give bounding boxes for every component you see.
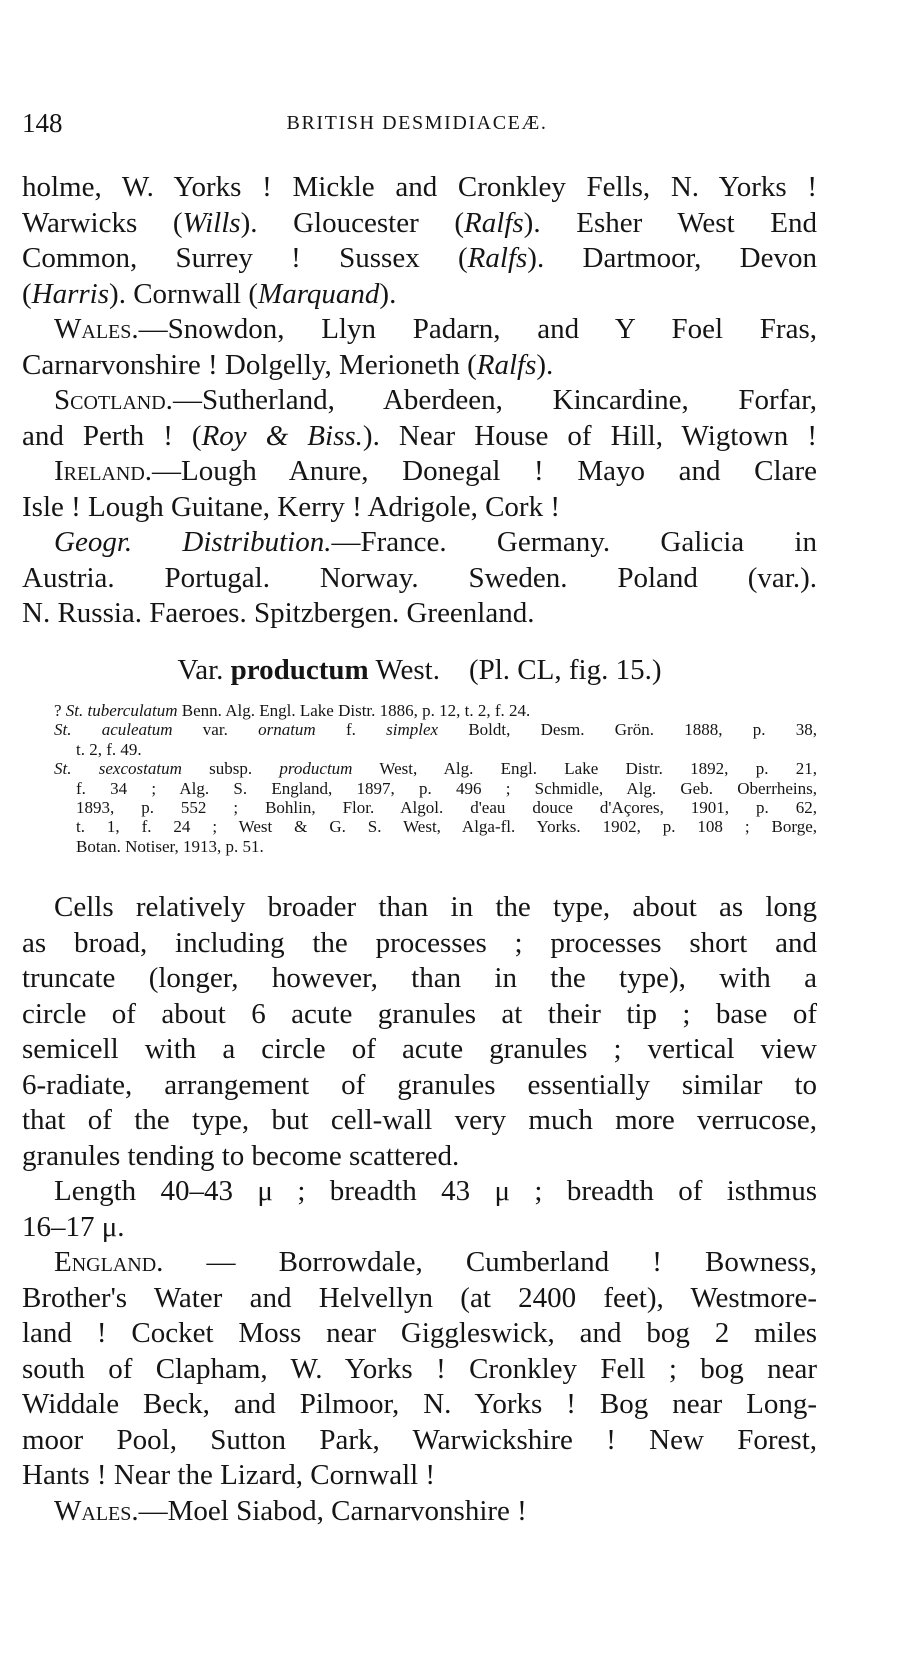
continuation-line-1: holme, W. Yorks ! Mickle and Cronkley Fells, N. Yorks ! [22, 171, 817, 203]
page-header [22, 108, 812, 138]
england-entry-line-7: Hants ! Near the Lizard, Cornwall ! [22, 1459, 436, 1491]
region-label-scotland: Scotland. [54, 384, 173, 416]
variety-heading: Var. productum West. (Pl. CL, fig. 15.) [177, 654, 662, 686]
geographic-distribution-line-2: Austria. Portugal. Norway. Sweden. Poland (var.). [22, 561, 817, 594]
continuation-line-4: (Harris). Cornwall (Marquand). [22, 277, 397, 310]
synonym-3-cont-1: f. 34 ; Alg. S. England, 1897, p. 496 ; Schmidle, Alg. Geb. Oberrheins, [76, 778, 817, 798]
scotland-entry-line-1: Scotland.—Sutherland, Aberdeen, Kincardine, Forfar, [54, 384, 817, 416]
description-line-5: semicell with a circle of acute granules ; vertical view [22, 1033, 817, 1065]
ireland-entry-line-1: Ireland.—Lough Anure, Donegal ! Mayo and Clare [54, 455, 817, 487]
synonym-3-cont-2: 1893, p. 552 ; Bohlin, Flor. Algol. d'eau douce d'Açores, 1901, p. 62, [76, 798, 817, 818]
england-entry-line-3: land ! Cocket Moss near Giggleswick, and bog 2 miles [22, 1317, 817, 1349]
geographic-distribution-line-1: Geogr. Distribution.—France. Germany. Galicia in [54, 526, 817, 558]
description-line-3: truncate (longer, however, than in the type), with a [22, 962, 817, 994]
synonym-3-cont-4: Botan. Notiser, 1913, p. 51. [76, 836, 264, 856]
description-line-8: granules tending to become scattered. [22, 1139, 460, 1172]
synonym-3: St. sexcostatum subsp. productum West, Alg. Engl. Lake Distr. 1892, p. 21, [54, 759, 817, 779]
continuation-line-2: Warwicks (Wills). Gloucester (Ralfs). Esher West End [22, 206, 817, 239]
region-label-england: England. [54, 1246, 164, 1278]
synonymy-list [22, 701, 817, 856]
england-entry-line-5: Widdale Beck, and Pilmoor, N. Yorks ! Bog near Long- [22, 1388, 817, 1420]
measurements-line-2: 16–17 μ. [22, 1210, 125, 1243]
description-line-1: Cells relatively broader than in the type, about as long [54, 891, 817, 923]
england-entry-line-2: Brother's Water and Helvellyn (at 2400 feet), Westmore- [22, 1281, 817, 1314]
description-line-2: as broad, including the processes ; processes short and [22, 926, 817, 959]
england-entry-line-4: south of Clapham, W. Yorks ! Cronkley Fell ; bog near [22, 1352, 817, 1385]
region-label-wales: Wales. [54, 313, 139, 345]
running-title: BRITISH DESMIDIACEÆ. [286, 112, 548, 134]
region-label-wales-2: Wales. [54, 1494, 139, 1527]
description-line-7: that of the type, but cell-wall very much more verrucose, [22, 1104, 817, 1136]
geographic-distribution-line-3: N. Russia. Faeroes. Spitzbergen. Greenland. [22, 597, 535, 629]
wales-entry-line-2: Carnarvonshire ! Dolgelly, Merioneth (Ralfs). [22, 348, 554, 381]
distribution-section [22, 170, 817, 632]
continuation-line-3: Common, Surrey ! Sussex (Ralfs). Dartmoor, Devon [22, 242, 817, 274]
synonym-1: ? St. tuberculatum Benn. Alg. Engl. Lake Distr. 1886, p. 12, t. 2, f. 24. [54, 701, 531, 720]
description-line-6: 6-radiate, arrangement of granules essentially similar to [22, 1068, 817, 1101]
variety-name: productum [230, 654, 369, 686]
scotland-entry-line-2: and Perth ! (Roy & Biss.). Near House of Hill, Wigtown ! [22, 419, 817, 452]
synonym-2-cont: t. 2, f. 49. [76, 739, 142, 759]
wales-entry-line-1: Wales.—Snowdon, Llyn Padarn, and Y Foel Fras, [54, 313, 817, 345]
plate-reference: (Pl. CL, fig. 15.) [468, 654, 662, 686]
description-line-4: circle of about 6 acute granules at their tip ; base of [22, 997, 817, 1030]
ireland-entry-line-2: Isle ! Lough Guitane, Kerry ! Adrigole, Cork ! [22, 490, 560, 523]
england-entry-line-1: England. — Borrowdale, Cumberland ! Bowness, [54, 1246, 817, 1278]
measurements-line-1: Length 40–43 μ ; breadth 43 μ ; breadth of isthmus [54, 1175, 817, 1207]
description-section [22, 890, 817, 1529]
geographic-distribution-label: Geogr. Distribution. [54, 526, 332, 558]
page-number: 148 [22, 108, 63, 138]
region-label-ireland: Ireland. [54, 455, 153, 487]
synonym-2: St. aculeatum var. ornatum f. simplex Boldt, Desm. Grön. 1888, p. 38, [54, 720, 817, 740]
england-entry-line-6: moor Pool, Sutton Park, Warwickshire ! New Forest, [22, 1423, 817, 1456]
synonym-3-cont-3: t. 1, f. 24 ; West & G. S. West, Alga-fl. Yorks. 1902, p. 108 ; Borge, [76, 817, 817, 837]
wales-entry-2: Wales.—Moel Siabod, Carnarvonshire ! [54, 1494, 527, 1527]
